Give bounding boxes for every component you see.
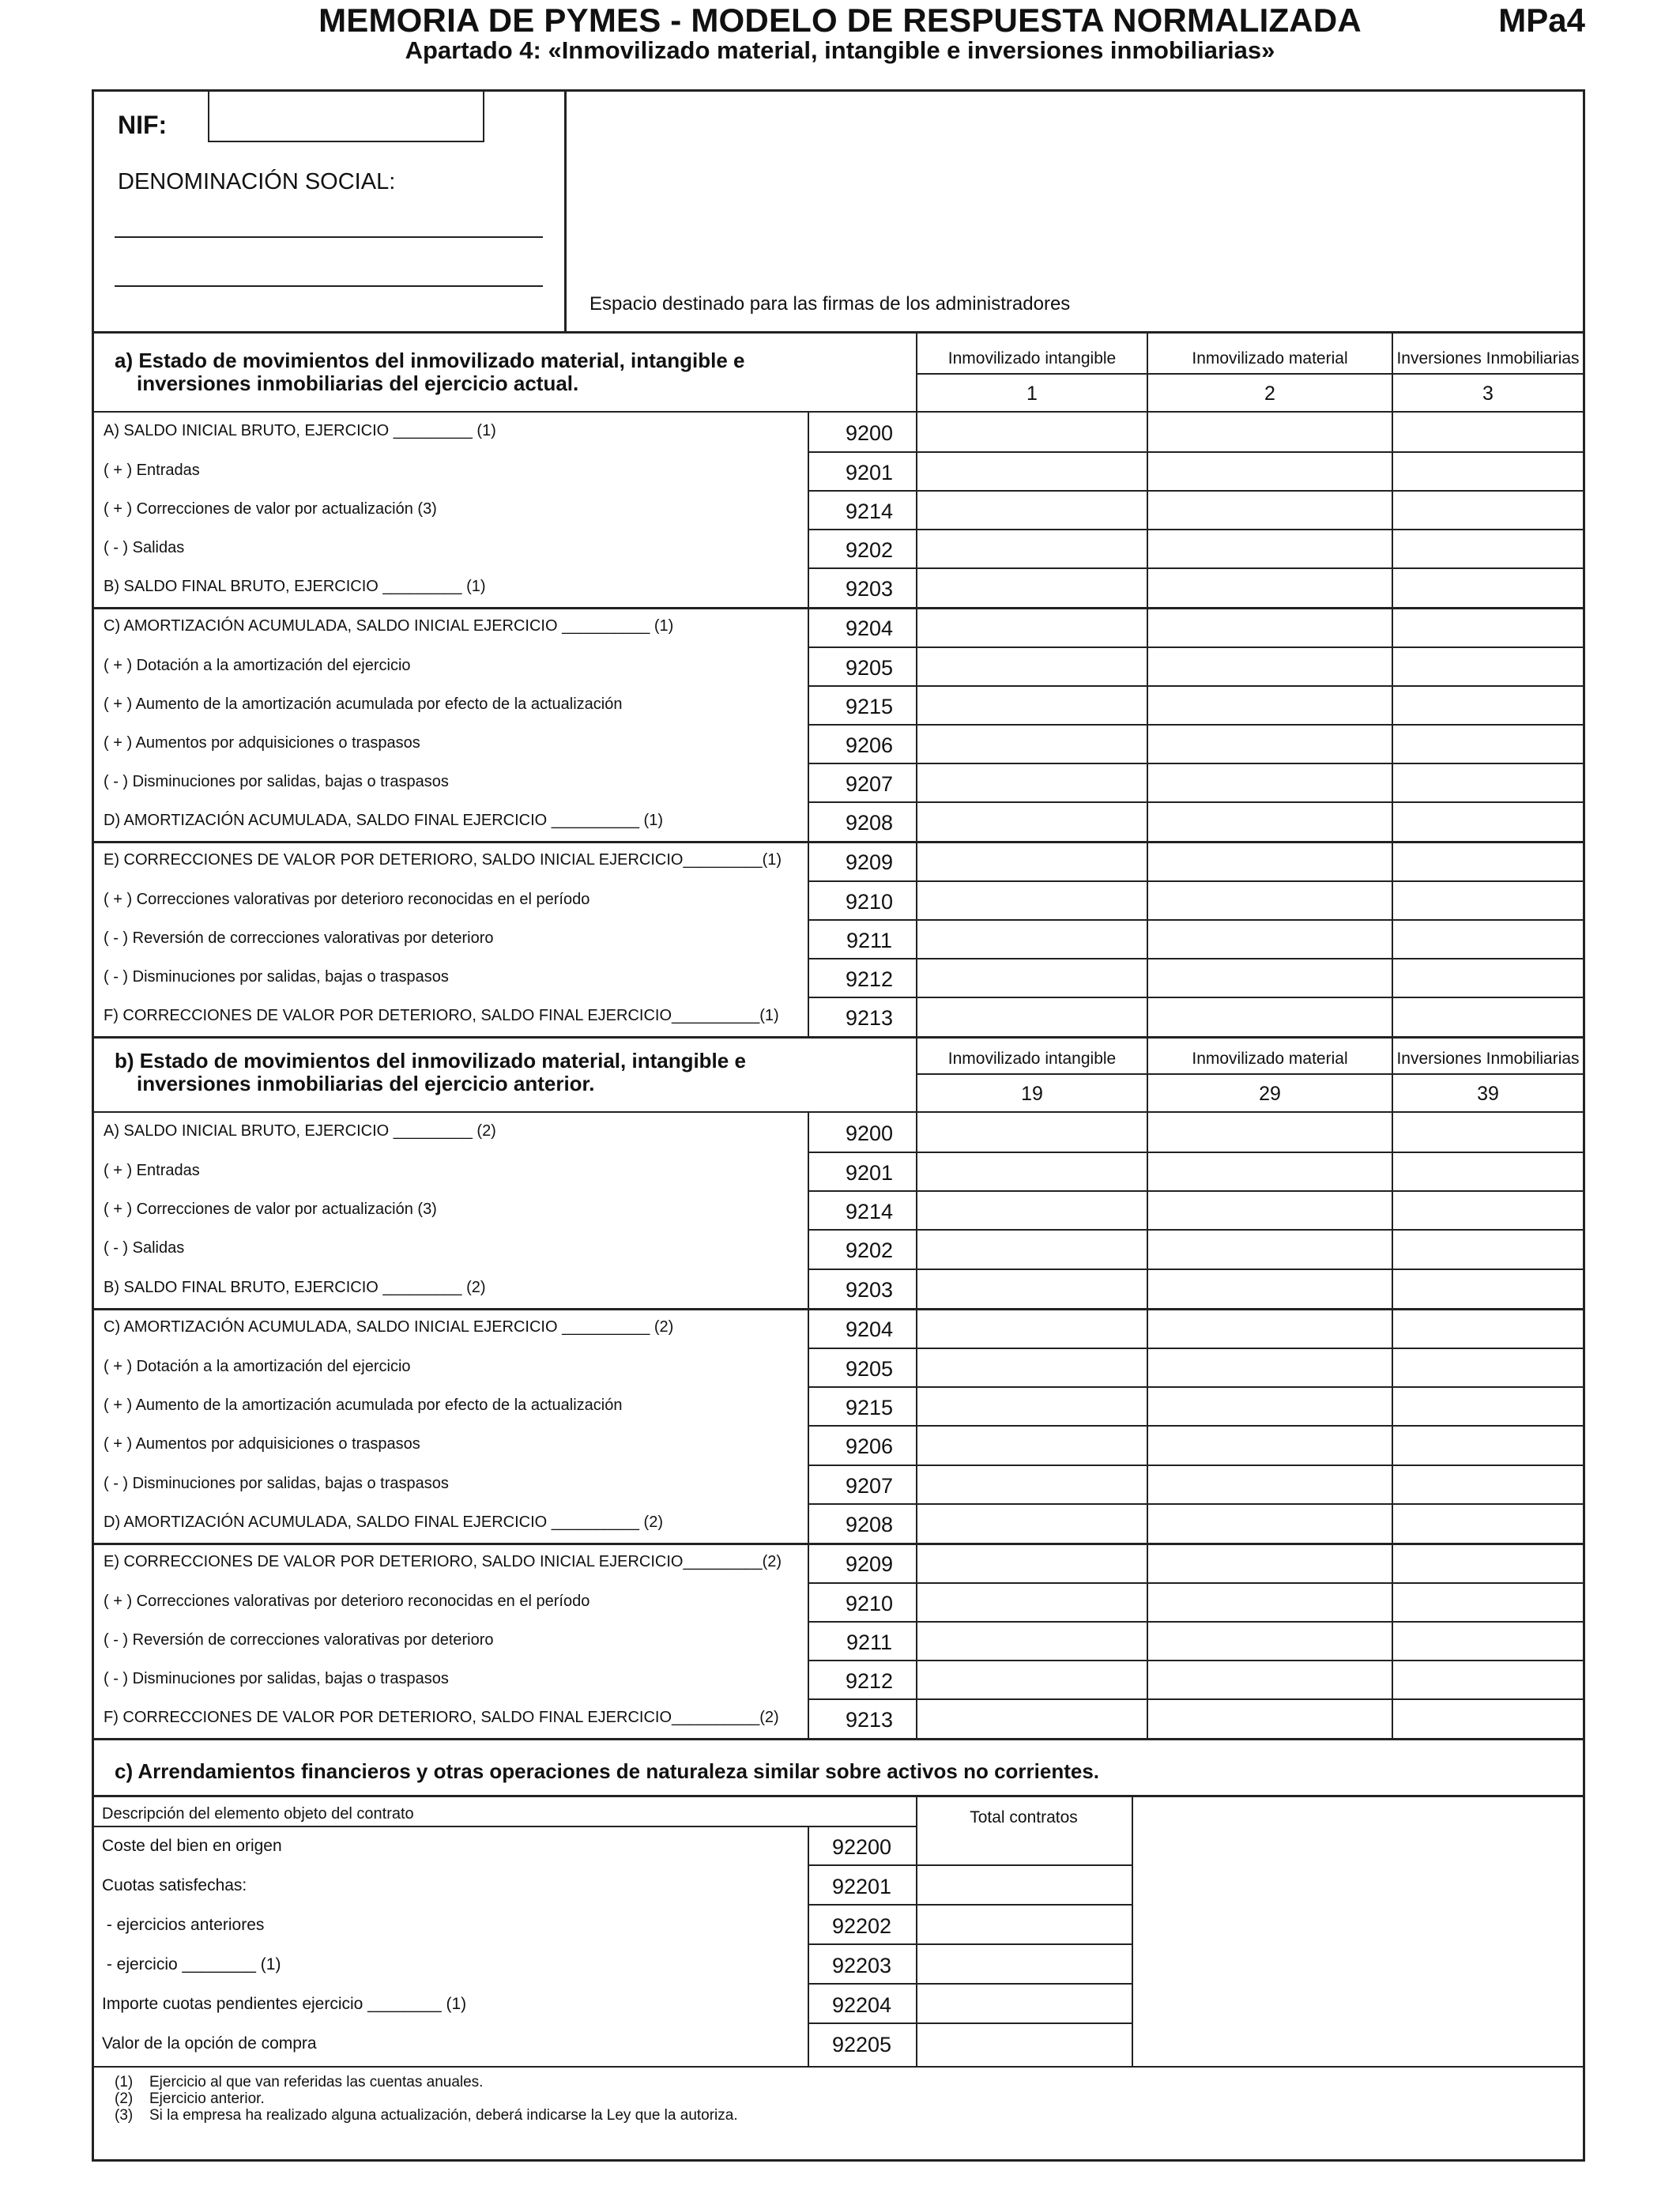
value-cell-inversiones[interactable]: [1392, 452, 1583, 491]
value-cell-intangible[interactable]: [916, 1309, 1147, 1348]
value-cell-intangible[interactable]: [916, 1699, 1147, 1739]
denominacion-line-2[interactable]: [115, 285, 543, 287]
value-cell-inversiones[interactable]: [1392, 1269, 1583, 1309]
lease-row: [94, 1905, 1583, 1944]
row-label: F) CORRECCIONES DE VALOR POR DETERIORO, SALDO FINAL EJERCICIO__________(2): [104, 1709, 779, 1726]
row-divider: [94, 1738, 1583, 1740]
row-code: 9206: [845, 1434, 894, 1458]
lease-row-code: 92200: [831, 1835, 892, 1859]
section-b-title: b) Estado de movimientos del inmovilizado material, intangible e inversiones inmobiliarias del ejercicio anterior.: [115, 1049, 746, 1095]
row-code: 9209: [845, 1552, 894, 1576]
value-cell-intangible[interactable]: [916, 920, 1147, 959]
row-label: ( - ) Disminuciones por salidas, bajas o traspasos: [104, 773, 449, 790]
col-a-material: Inmovilizado material 2: [1147, 334, 1392, 413]
value-cell-intangible[interactable]: [916, 452, 1147, 491]
lease-row: [94, 1984, 1583, 2023]
value-cell-intangible[interactable]: [916, 1426, 1147, 1465]
row-label: E) CORRECCIONES DE VALOR POR DETERIORO, SALDO INICIAL EJERCICIO_________(2): [104, 1553, 782, 1570]
row-label: ( + ) Correcciones de valor por actualización (3): [104, 500, 437, 518]
row-code: 9215: [845, 1396, 894, 1419]
lease-row-code: 92203: [831, 1954, 892, 1977]
section-a-header: [94, 334, 1583, 413]
row-label: D) AMORTIZACIÓN ACUMULADA, SALDO FINAL EJERCICIO __________ (2): [104, 1514, 663, 1531]
value-cell-intangible[interactable]: [916, 413, 1147, 452]
row-code: 9200: [845, 1122, 894, 1145]
total-contracts-cell[interactable]: [916, 1905, 1132, 1944]
row-code: 9205: [845, 656, 894, 680]
row-code: 9203: [845, 1278, 894, 1302]
value-cell-material[interactable]: [1147, 1191, 1392, 1230]
value-cell-material[interactable]: [1147, 1699, 1392, 1739]
row-code: 9207: [845, 1474, 894, 1498]
value-cell-material[interactable]: [1147, 920, 1392, 959]
table-row: [94, 763, 1583, 802]
table-row: [94, 530, 1583, 568]
value-cell-inversiones[interactable]: [1392, 1387, 1583, 1426]
column-divider: [916, 413, 917, 1037]
table-row: [94, 1661, 1583, 1699]
row-label: ( - ) Disminuciones por salidas, bajas o traspasos: [104, 1475, 449, 1492]
row-label: ( + ) Entradas: [104, 462, 200, 479]
value-cell-intangible[interactable]: [916, 1544, 1147, 1583]
value-cell-material[interactable]: [1147, 1152, 1392, 1191]
value-cell-material[interactable]: [1147, 1113, 1392, 1152]
value-cell-inversiones[interactable]: [1392, 1191, 1583, 1230]
table-row: [94, 1583, 1583, 1622]
row-label: ( - ) Disminuciones por salidas, bajas o traspasos: [104, 968, 449, 986]
row-code: 9202: [845, 1238, 894, 1262]
value-cell-material[interactable]: [1147, 1309, 1392, 1348]
signature-area-note: Espacio destinado para las firmas de los administradores: [590, 293, 1071, 315]
value-cell-intangible[interactable]: [916, 1152, 1147, 1191]
row-label: ( + ) Aumentos por adquisiciones o traspasos: [104, 734, 420, 752]
row-label: ( - ) Reversión de correcciones valorativas por deterioro: [104, 1631, 494, 1649]
row-code: 9205: [845, 1357, 894, 1381]
value-cell-inversiones[interactable]: [1392, 491, 1583, 530]
value-cell-inversiones[interactable]: [1392, 763, 1583, 802]
row-code: 9203: [845, 577, 894, 601]
column-divider: [916, 1113, 917, 1739]
col-b-intangible: Inmovilizado intangible 19: [916, 1034, 1147, 1113]
row-code: 9213: [845, 1708, 894, 1732]
col-b-inversiones: Inversiones Inmobiliarias 39: [1392, 1034, 1583, 1113]
lease-row: [94, 1865, 1583, 1905]
table-row: [94, 491, 1583, 530]
row-code: 9212: [845, 1669, 894, 1693]
row-label: ( + ) Entradas: [104, 1162, 200, 1179]
value-cell-inversiones[interactable]: [1392, 1622, 1583, 1661]
table-row: [94, 959, 1583, 997]
row-code: 9210: [845, 1592, 894, 1615]
column-divider: [1147, 1113, 1148, 1739]
value-cell-intangible[interactable]: [916, 959, 1147, 997]
value-cell-inversiones[interactable]: [1392, 959, 1583, 997]
table-row: [94, 1309, 1583, 1348]
table-row: [94, 647, 1583, 686]
row-code: 9208: [845, 811, 894, 835]
value-cell-material[interactable]: [1147, 997, 1392, 1037]
value-cell-inversiones[interactable]: [1392, 802, 1583, 842]
row-code: 9212: [845, 967, 894, 991]
value-cell-inversiones[interactable]: [1392, 608, 1583, 647]
value-cell-material[interactable]: [1147, 802, 1392, 842]
value-cell-intangible[interactable]: [916, 530, 1147, 568]
value-cell-intangible[interactable]: [916, 842, 1147, 881]
value-cell-material[interactable]: [1147, 452, 1392, 491]
value-cell-inversiones[interactable]: [1392, 686, 1583, 725]
table-row: [94, 1387, 1583, 1426]
footnote-2: (2) Ejercicio anterior.: [115, 2090, 265, 2107]
nif-label: NIF:: [118, 111, 168, 139]
value-cell-intangible[interactable]: [916, 1113, 1147, 1152]
value-cell-intangible[interactable]: [916, 802, 1147, 842]
row-code: 9201: [845, 1161, 894, 1185]
total-contracts-cell[interactable]: [916, 1826, 1132, 1865]
value-cell-intangible[interactable]: [916, 1387, 1147, 1426]
table-row: [94, 997, 1583, 1037]
row-code: 9202: [845, 538, 894, 562]
lease-row-label: Coste del bien en origen: [102, 1837, 282, 1855]
value-cell-intangible[interactable]: [916, 1622, 1147, 1661]
row-code: 9207: [845, 772, 894, 796]
section-b-header: [94, 1034, 1583, 1113]
row-code: 9210: [845, 890, 894, 914]
value-cell-intangible[interactable]: [916, 1504, 1147, 1544]
contract-description-header: Descripción del elemento objeto del contrato: [102, 1805, 414, 1823]
row-label: ( - ) Disminuciones por salidas, bajas o traspasos: [104, 1670, 449, 1687]
table-row: [94, 1699, 1583, 1739]
c-bottom-line: [94, 2066, 1583, 2068]
value-cell-inversiones[interactable]: [1392, 881, 1583, 920]
value-cell-inversiones[interactable]: [1392, 1465, 1583, 1504]
value-cell-material[interactable]: [1147, 881, 1392, 920]
lease-row-label: Cuotas satisfechas:: [102, 1876, 247, 1894]
row-label: ( + ) Dotación a la amortización del ejercicio: [104, 1358, 411, 1375]
value-cell-material[interactable]: [1147, 608, 1392, 647]
col-a-intangible: Inmovilizado intangible 1: [916, 334, 1147, 413]
section-a-current-year: [94, 334, 1583, 1034]
value-cell-material[interactable]: [1147, 1387, 1392, 1426]
row-label: B) SALDO FINAL BRUTO, EJERCICIO _________ (1): [104, 578, 486, 595]
row-label: ( + ) Correcciones valorativas por deterioro reconocidas en el período: [104, 1593, 590, 1610]
table-row: [94, 1113, 1583, 1152]
total-contracts-cell[interactable]: [916, 1944, 1132, 1984]
value-cell-intangible[interactable]: [916, 763, 1147, 802]
footnote-1: (1) Ejercicio al que van referidas las cuentas anuales.: [115, 2074, 484, 2090]
table-row: [94, 920, 1583, 959]
table-row: [94, 1426, 1583, 1465]
value-cell-material[interactable]: [1147, 491, 1392, 530]
lease-code-divider: [808, 1826, 809, 2066]
value-cell-inversiones[interactable]: [1392, 842, 1583, 881]
lease-row-code: 92202: [831, 1914, 892, 1938]
value-cell-material[interactable]: [1147, 568, 1392, 608]
lease-row-label: - ejercicios anteriores: [102, 1916, 265, 1934]
table-row: [94, 1152, 1583, 1191]
table-row: [94, 1622, 1583, 1661]
form-frame: [92, 89, 1585, 2162]
value-cell-material[interactable]: [1147, 1583, 1392, 1622]
lease-row: [94, 1944, 1583, 1984]
row-label: ( + ) Correcciones valorativas por deterioro reconocidas en el período: [104, 891, 590, 908]
value-cell-material[interactable]: [1147, 1544, 1392, 1583]
value-cell-inversiones[interactable]: [1392, 1113, 1583, 1152]
value-cell-inversiones[interactable]: [1392, 647, 1583, 686]
row-label: ( + ) Dotación a la amortización del ejercicio: [104, 657, 411, 674]
row-label: ( + ) Aumentos por adquisiciones o traspasos: [104, 1435, 420, 1453]
value-cell-inversiones[interactable]: [1392, 1426, 1583, 1465]
row-label: ( - ) Salidas: [104, 1239, 185, 1257]
row-code: 9213: [845, 1006, 894, 1030]
total-contracts-cell[interactable]: [916, 2023, 1132, 2063]
table-row: [94, 881, 1583, 920]
table-row: [94, 725, 1583, 763]
row-code: 9204: [845, 616, 894, 640]
value-cell-intangible[interactable]: [916, 1583, 1147, 1622]
row-code: 9208: [845, 1513, 894, 1536]
section-b-previous-year: [94, 1034, 1583, 1742]
table-row: [94, 842, 1583, 881]
lease-row-code: 92201: [831, 1875, 892, 1898]
value-cell-material[interactable]: [1147, 1622, 1392, 1661]
form-code: MPa4: [1498, 2, 1585, 39]
total-contracts-cell[interactable]: [916, 1865, 1132, 1905]
value-cell-intangible[interactable]: [916, 608, 1147, 647]
lease-row: [94, 2023, 1583, 2063]
total-contracts-header: Total contratos: [970, 1808, 1078, 1826]
value-cell-intangible[interactable]: [916, 1230, 1147, 1269]
value-cell-intangible[interactable]: [916, 1661, 1147, 1699]
value-cell-material[interactable]: [1147, 959, 1392, 997]
form-title: MEMORIA DE PYMES - MODELO DE RESPUESTA NORMALIZADA: [318, 2, 1362, 39]
value-cell-inversiones[interactable]: [1392, 1661, 1583, 1699]
section-c-header: [94, 1747, 1583, 1797]
col-a-inversiones: Inversiones Inmobiliarias 3: [1392, 334, 1583, 413]
table-row: [94, 1269, 1583, 1309]
value-cell-material[interactable]: [1147, 1348, 1392, 1387]
row-code: 9200: [845, 421, 894, 445]
value-cell-inversiones[interactable]: [1392, 530, 1583, 568]
table-row: [94, 1544, 1583, 1583]
row-code: 9201: [845, 461, 894, 484]
value-cell-material[interactable]: [1147, 763, 1392, 802]
column-divider: [808, 413, 809, 1037]
table-row: [94, 1465, 1583, 1504]
row-label: ( - ) Reversión de correcciones valorativas por deterioro: [104, 929, 494, 947]
row-label: ( - ) Salidas: [104, 539, 185, 556]
value-cell-intangible[interactable]: [916, 881, 1147, 920]
company-id-panel: [94, 92, 567, 331]
value-cell-inversiones[interactable]: [1392, 1348, 1583, 1387]
denominacion-label: DENOMINACIÓN SOCIAL:: [118, 169, 396, 194]
row-code: 9204: [845, 1318, 894, 1341]
total-contracts-cell[interactable]: [916, 1984, 1132, 2023]
footnotes: [115, 2074, 738, 2124]
lease-row: [94, 1826, 1583, 1865]
table-row: [94, 452, 1583, 491]
value-cell-material[interactable]: [1147, 1230, 1392, 1269]
row-label: ( + ) Aumento de la amortización acumulada por efecto de la actualización: [104, 696, 623, 713]
table-row: [94, 608, 1583, 647]
value-cell-intangible[interactable]: [916, 1348, 1147, 1387]
column-divider: [808, 1113, 809, 1739]
value-cell-inversiones[interactable]: [1392, 1152, 1583, 1191]
table-row: [94, 1191, 1583, 1230]
value-cell-intangible[interactable]: [916, 491, 1147, 530]
section-a-title: a) Estado de movimientos del inmovilizado material, intangible e inversiones inmobiliarias del ejercicio actual.: [115, 349, 745, 395]
value-cell-material[interactable]: [1147, 530, 1392, 568]
lease-row-code: 92204: [831, 1993, 892, 2017]
value-cell-material[interactable]: [1147, 1661, 1392, 1699]
col-b-material: Inmovilizado material 29: [1147, 1034, 1392, 1113]
table-row: [94, 413, 1583, 452]
value-cell-inversiones[interactable]: [1392, 1583, 1583, 1622]
value-cell-intangible[interactable]: [916, 1269, 1147, 1309]
value-cell-material[interactable]: [1147, 842, 1392, 881]
row-code: 9211: [846, 929, 893, 952]
row-label: ( + ) Aumento de la amortización acumulada por efecto de la actualización: [104, 1397, 623, 1414]
footnote-3: (3) Si la empresa ha realizado alguna actualización, deberá indicarse la Ley que la autoriza.: [115, 2107, 738, 2124]
lease-row-label: Importe cuotas pendientes ejercicio ________ (1): [102, 1995, 467, 2013]
row-label: F) CORRECCIONES DE VALOR POR DETERIORO, SALDO FINAL EJERCICIO__________(1): [104, 1007, 779, 1024]
lease-row-label: - ejercicio ________ (1): [102, 1955, 281, 1973]
row-label: B) SALDO FINAL BRUTO, EJERCICIO _________ (2): [104, 1279, 486, 1296]
row-label: E) CORRECCIONES DE VALOR POR DETERIORO, SALDO INICIAL EJERCICIO_________(1): [104, 851, 782, 869]
table-row: [94, 568, 1583, 608]
column-divider: [1147, 413, 1148, 1037]
row-label: A) SALDO INICIAL BRUTO, EJERCICIO _________ (2): [104, 1122, 496, 1140]
table-row: [94, 1504, 1583, 1544]
value-cell-inversiones[interactable]: [1392, 1504, 1583, 1544]
row-code: 9214: [845, 1200, 894, 1223]
section-c-title: c) Arrendamientos financieros y otras operaciones de naturaleza similar sobre activos no corrientes.: [115, 1759, 1100, 1783]
row-label: C) AMORTIZACIÓN ACUMULADA, SALDO INICIAL EJERCICIO __________ (1): [104, 617, 674, 635]
value-cell-inversiones[interactable]: [1392, 1544, 1583, 1583]
row-label: ( + ) Correcciones de valor por actualización (3): [104, 1201, 437, 1218]
value-cell-material[interactable]: [1147, 413, 1392, 452]
value-cell-material[interactable]: [1147, 647, 1392, 686]
row-code: 9206: [845, 733, 894, 757]
value-cell-material[interactable]: [1147, 686, 1392, 725]
nif-field[interactable]: [208, 92, 484, 142]
value-cell-inversiones[interactable]: [1392, 413, 1583, 452]
value-cell-inversiones[interactable]: [1392, 725, 1583, 763]
column-divider: [1392, 1113, 1393, 1739]
lease-row-code: 92205: [831, 2033, 892, 2056]
row-code: 9215: [845, 695, 894, 718]
row-label: C) AMORTIZACIÓN ACUMULADA, SALDO INICIAL EJERCICIO __________ (2): [104, 1318, 674, 1336]
value-cell-inversiones[interactable]: [1392, 920, 1583, 959]
value-cell-material[interactable]: [1147, 1426, 1392, 1465]
row-label: A) SALDO INICIAL BRUTO, EJERCICIO _________ (1): [104, 422, 496, 439]
table-row: [94, 686, 1583, 725]
value-cell-inversiones[interactable]: [1392, 1309, 1583, 1348]
row-code: 9209: [845, 850, 894, 874]
form-subtitle: Apartado 4: «Inmovilizado material, intangible e inversiones inmobiliarias»: [405, 36, 1275, 64]
value-cell-inversiones[interactable]: [1392, 568, 1583, 608]
value-cell-intangible[interactable]: [916, 725, 1147, 763]
row-label: D) AMORTIZACIÓN ACUMULADA, SALDO FINAL EJERCICIO __________ (1): [104, 812, 663, 829]
value-cell-intangible[interactable]: [916, 568, 1147, 608]
section-c-leasing: [94, 1747, 1583, 2159]
table-row: [94, 1230, 1583, 1269]
lease-row-label: Valor de la opción de compra: [102, 2034, 317, 2053]
row-code: 9214: [845, 499, 894, 523]
value-cell-intangible[interactable]: [916, 686, 1147, 725]
value-cell-intangible[interactable]: [916, 1465, 1147, 1504]
table-row: [94, 1348, 1583, 1387]
value-cell-intangible[interactable]: [916, 997, 1147, 1037]
value-cell-material[interactable]: [1147, 1465, 1392, 1504]
value-cell-inversiones[interactable]: [1392, 1699, 1583, 1739]
denominacion-line-1[interactable]: [115, 236, 543, 238]
column-divider: [1392, 413, 1393, 1037]
value-cell-material[interactable]: [1147, 725, 1392, 763]
value-cell-intangible[interactable]: [916, 647, 1147, 686]
value-cell-inversiones[interactable]: [1392, 997, 1583, 1037]
value-cell-material[interactable]: [1147, 1269, 1392, 1309]
value-cell-intangible[interactable]: [916, 1191, 1147, 1230]
value-cell-material[interactable]: [1147, 1504, 1392, 1544]
value-cell-inversiones[interactable]: [1392, 1230, 1583, 1269]
identification-block: [94, 92, 1583, 334]
row-code: 9211: [846, 1630, 893, 1654]
table-row: [94, 802, 1583, 842]
